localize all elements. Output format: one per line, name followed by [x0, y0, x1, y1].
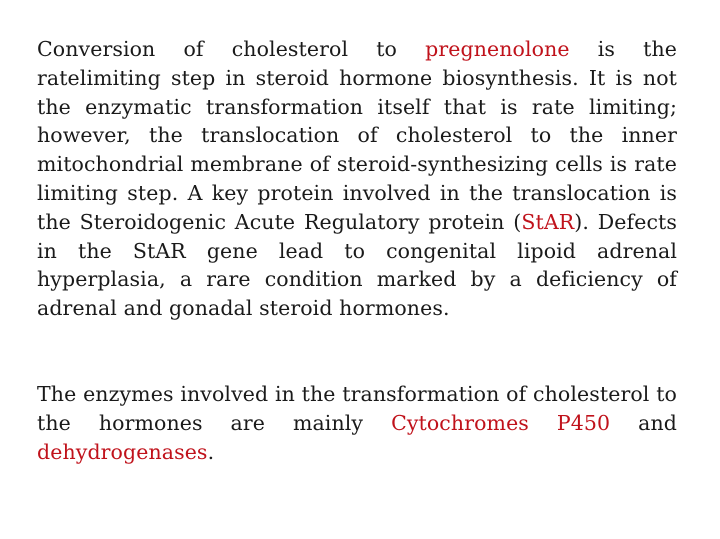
- paragraph-1-text-2: is the ratelimiting step in steroid hormone biosynthesis. It is not the enzymatic transformation itself that is rate limiting; however, the translocation of cholesterol to the inner mitochondrial membrane of steroid-synthesizing cells is rate limiting step. A key protein involved in the translocation is the Steroidogenic Acute Regulatory protein (: [37, 37, 677, 234]
- term-cytochromes-p450: Cytochromes P450: [391, 410, 611, 435]
- paragraph-1-text-1: Conversion of cholesterol to: [37, 37, 426, 61]
- paragraph-2-text-1: The enzymes involved in the transformation of cholesterol to the hormones are mainly: [37, 382, 677, 435]
- paragraph-2-text-3: .: [207, 439, 215, 464]
- paragraph-enzymes: [37, 380, 677, 466]
- term-star: StAR: [521, 209, 575, 234]
- term-pregnenolone: pregnenolone: [425, 37, 570, 61]
- paragraph-cholesterol-conversion: [37, 35, 677, 323]
- paragraph-1-text-3: ). Defects in the StAR gene lead to congenital lipoid adrenal hyperplasia, a rare condition marked by a deficiency of adrenal and gonadal steroid hormones.: [37, 209, 677, 321]
- term-dehydrogenases: dehydrogenases: [37, 439, 208, 464]
- paragraph-2-text-2: and: [610, 410, 677, 435]
